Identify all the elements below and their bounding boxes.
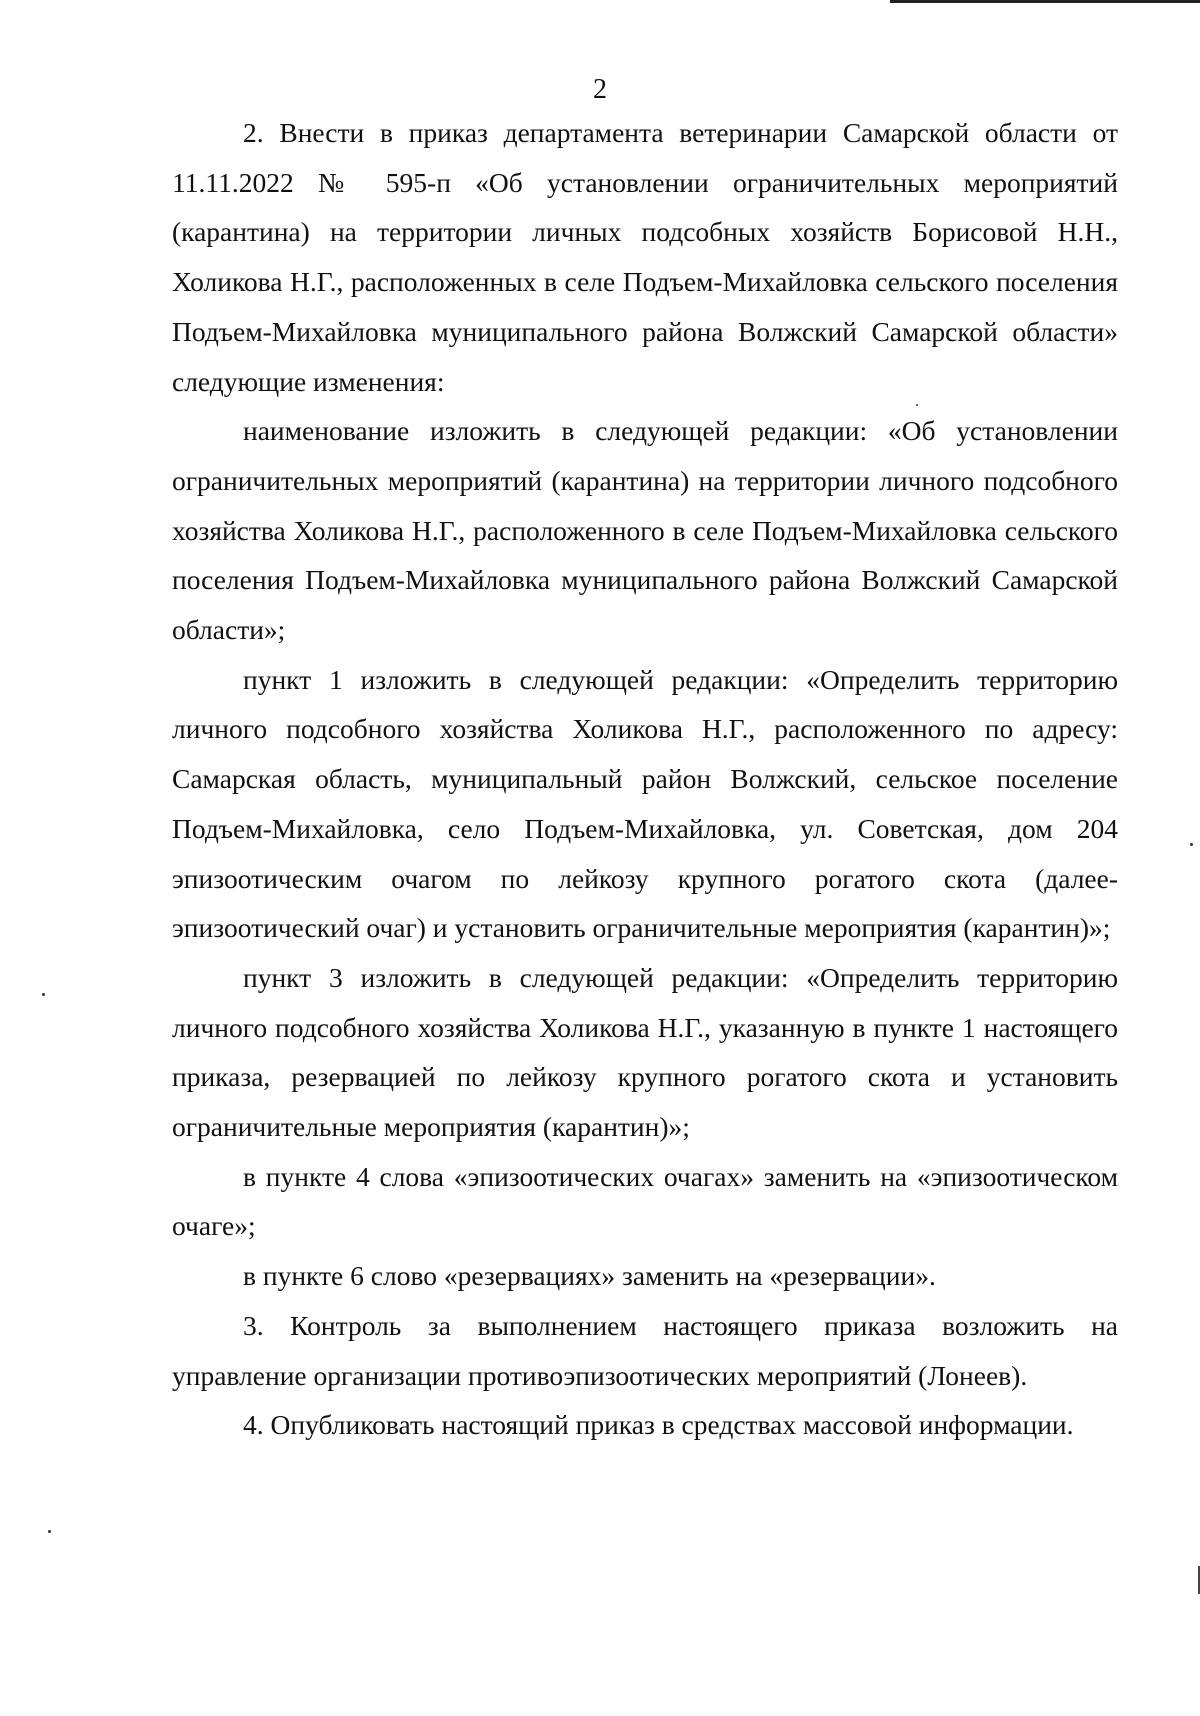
paragraph-point-1-change: пункт 1 изложить в следующей редакции: «Определить территорию личного подсобного хозяйства Холикова Н.Г., расположенного по адресу: Самарская область, муниципальный район Волжский, сельское поселение Подъем-Михайловка, село Подъем-Михайловка, ул. Советская, дом 204 эпизоотическим очагом по лейкозу крупного рогатого скота (далее-эпизоотический очаг) и установить ограничительные мероприятия (карантин)»; (172, 663, 1118, 944)
scan-speck (916, 404, 918, 406)
document-body (172, 108, 1118, 1450)
paragraph-name-change: наименование изложить в следующей редакции: «Об установлении ограничительных мероприятий (карантина) на территории личного подсобного хозяйства Холикова Н.Г., расположенного в селе Подъем-Михайловка сельского поселения Подъем-Михайловка муниципального района Волжский Самарской области»; (172, 415, 1118, 646)
page-number: 2 (593, 74, 607, 105)
scan-speck (42, 993, 45, 996)
paragraph-point-3-change: пункт 3 изложить в следующей редакции: «Определить территорию личного подсобного хозяйства Холикова Н.Г., указанную в пункте 1 настоящего приказа, резервацией по лейкозу крупного рогатого скота и установить ограничительные мероприятия (карантин)»; (172, 961, 1118, 1143)
paragraph-item-4: 4. Опубликовать настоящий приказ в средствах массовой информации. (243, 1409, 1074, 1441)
scan-speck (1190, 843, 1193, 846)
paragraph-item-3: 3. Контроль за выполнением настоящего приказа возложить на управление организации противоэпизоотических мероприятий (Лонеев). (172, 1309, 1118, 1391)
paragraph-point-6-change: в пункте 6 слово «резервациях» заменить на «резервации». (243, 1260, 936, 1292)
scan-speck (48, 1530, 51, 1533)
top-border-line (890, 0, 1200, 3)
paragraph-item-2: 2. Внести в приказ департамента ветеринарии Самарской области от 11.11.2022 № 595-п «Об установлении ограничительных мероприятий (карантина) на территории личных подсобных хозяйств Борисовой Н.Н., Холикова Н.Г., расположенных в селе Подъем-Михайловка сельского поселения Подъем-Михайловка муниципального района Волжский Самарской области» следующие изменения: (172, 117, 1118, 397)
paragraph-point-4-change: в пункте 4 слова «эпизоотических очагах» заменить на «эпизоотическом очаге»; (172, 1160, 1118, 1242)
